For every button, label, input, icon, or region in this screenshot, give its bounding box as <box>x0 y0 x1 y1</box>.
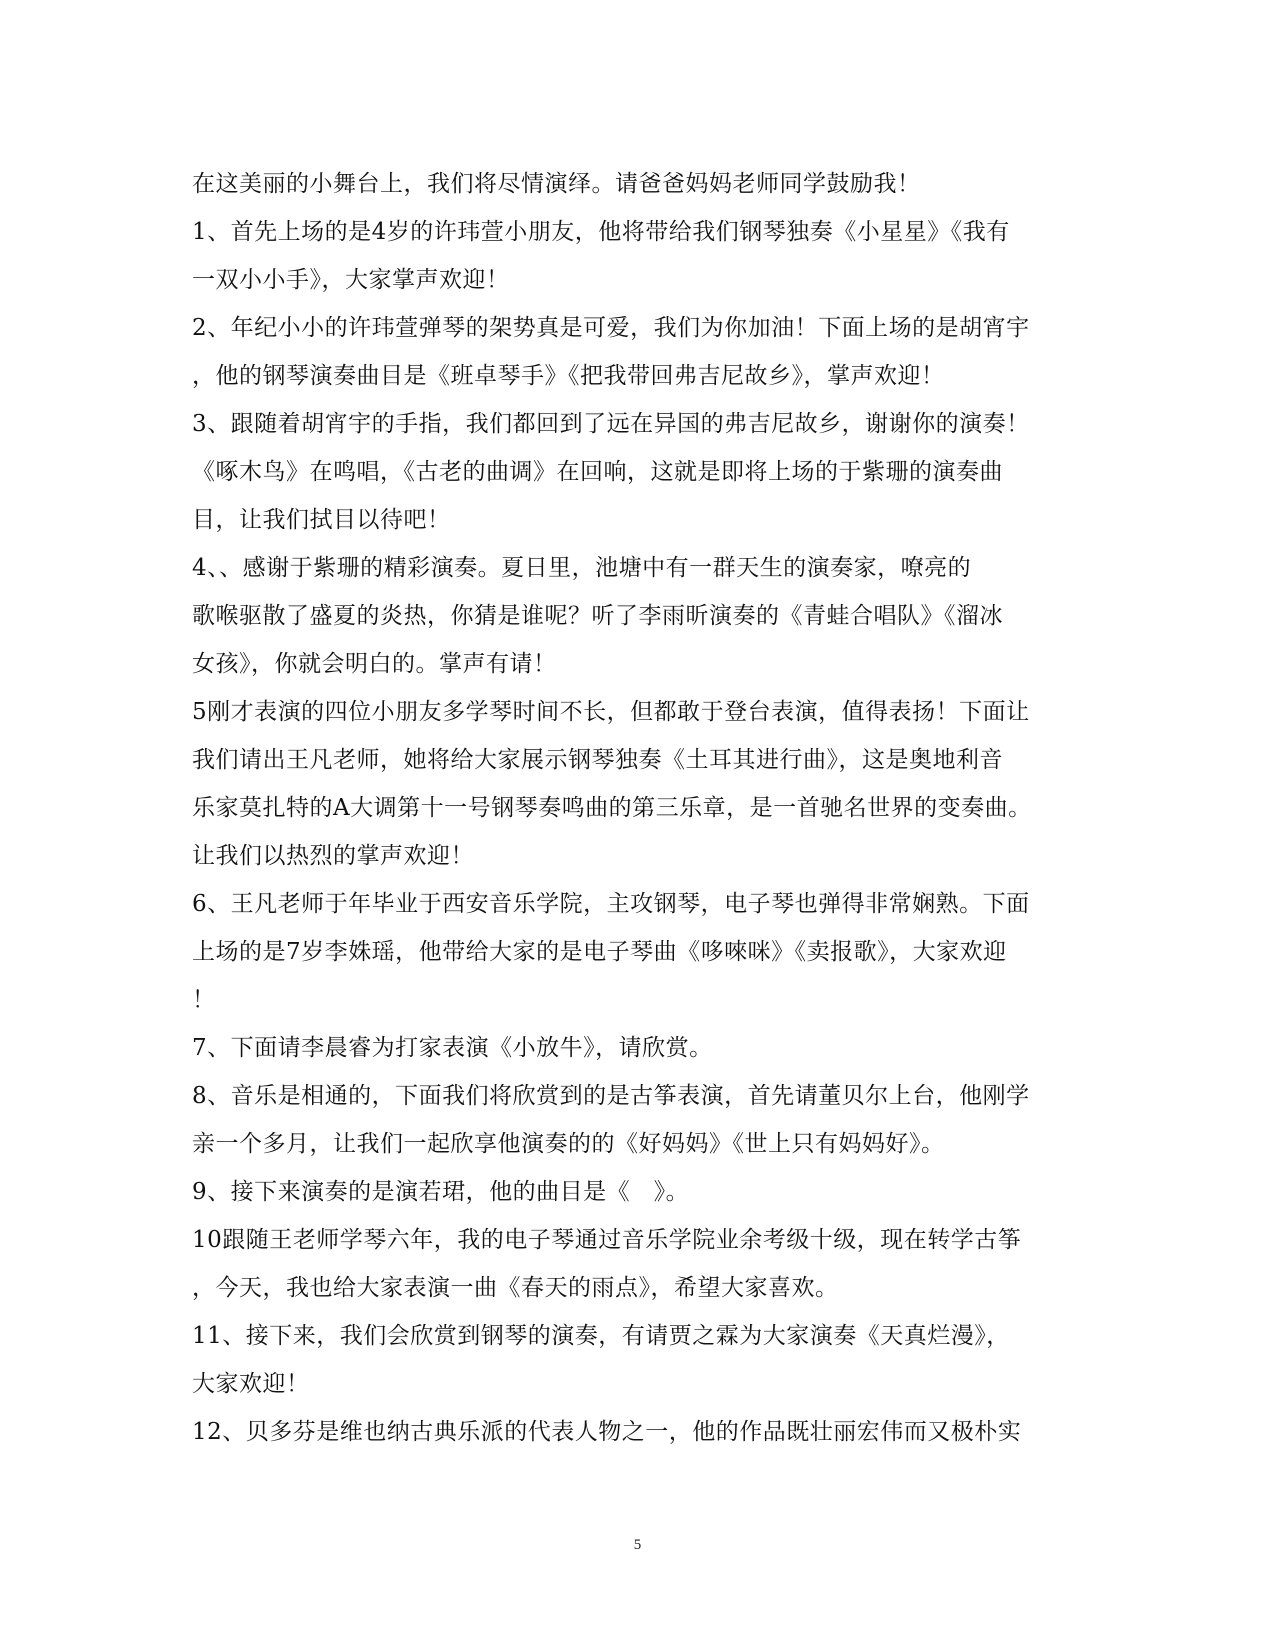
text-line: ！ <box>192 987 216 1013</box>
text-line: 11、接下来，我们会欣赏到钢琴的演奏，有请贾之霖为大家演奏《天真烂漫》， <box>192 1323 1010 1349</box>
text-line: 9、接下来演奏的是演若珺，他的曲目是《 》。 <box>192 1179 690 1205</box>
text-line: 2、年纪小小的许玮萱弹琴的架势真是可爱，我们为你加油！下面上场的是胡宵宇 <box>192 315 1030 341</box>
text-line: 1、首先上场的是4岁的许玮萱小朋友，他将带给我们钢琴独奏《小星星》《我有 <box>192 219 1010 245</box>
text-line: 一双小小手》，大家掌声欢迎！ <box>192 267 510 293</box>
text-line: 10跟随王老师学琴六年，我的电子琴通过音乐学院业余考级十级，现在转学古筝 <box>192 1227 1022 1253</box>
text-line: 大家欢迎！ <box>192 1371 310 1397</box>
text-line: 上场的是7岁李姝瑶，他带给大家的是电子琴曲《哆唻咪》《卖报歌》，大家欢迎 <box>192 939 1007 965</box>
text-line: 歌喉驱散了盛夏的炎热，你猜是谁呢？听了李雨昕演奏的《青蛙合唱队》《溜冰 <box>192 603 1003 629</box>
text-line: 5刚才表演的四位小朋友多学琴时间不长，但都敢于登台表演，值得表扬！下面让 <box>192 699 1030 725</box>
text-line: 6、王凡老师于年毕业于西安音乐学院，主攻钢琴，电子琴也弹得非常娴熟。下面 <box>192 891 1030 917</box>
text-line: ，他的钢琴演奏曲目是《班卓琴手》《把我带回弗吉尼故乡》，掌声欢迎！ <box>192 363 945 389</box>
page-number: 5 <box>633 1537 642 1553</box>
text-line: 目，让我们拭目以待吧！ <box>192 507 451 533</box>
text-line: 12、贝多芬是维也纳古典乐派的代表人物之一，他的作品既壮丽宏伟而又极朴实 <box>192 1419 1022 1445</box>
text-line: 乐家莫扎特的A大调第十一号钢琴奏鸣曲的第三乐章，是一首驰名世界的变奏曲。 <box>192 795 1032 821</box>
text-line: 4、、感谢于紫珊的精彩演奏。夏日里，池塘中有一群天生的演奏家，嘹亮的 <box>192 555 972 581</box>
text-line: 让我们以热烈的掌声欢迎！ <box>192 843 474 869</box>
body-text <box>192 160 1082 1456</box>
text-line: 女孩》，你就会明白的。掌声有请！ <box>192 651 557 677</box>
text-line: 我们请出王凡老师，她将给大家展示钢琴独奏《土耳其进行曲》，这是奥地利音 <box>192 747 1003 773</box>
text-line: 在这美丽的小舞台上，我们将尽情演绎。请爸爸妈妈老师同学鼓励我！ <box>192 171 921 197</box>
text-line: ，今天，我也给大家表演一曲《春天的雨点》，希望大家喜欢。 <box>192 1275 839 1301</box>
text-line: 8、音乐是相通的，下面我们将欣赏到的是古筝表演，首先请董贝尔上台，他刚学 <box>192 1083 1030 1109</box>
text-line: 亲一个多月，让我们一起欣享他演奏的的《好妈妈》《世上只有妈妈好》。 <box>192 1131 945 1157</box>
text-line: 《啄木鸟》在鸣唱，《古老的曲调》在回响，这就是即将上场的于紫珊的演奏曲 <box>192 459 1003 485</box>
text-line: 3、跟随着胡宵宇的手指，我们都回到了远在异国的弗吉尼故乡，谢谢你的演奏！ <box>192 411 1030 437</box>
text-line: 7、下面请李晨睿为打家表演《小放牛》，请欣赏。 <box>192 1035 713 1061</box>
